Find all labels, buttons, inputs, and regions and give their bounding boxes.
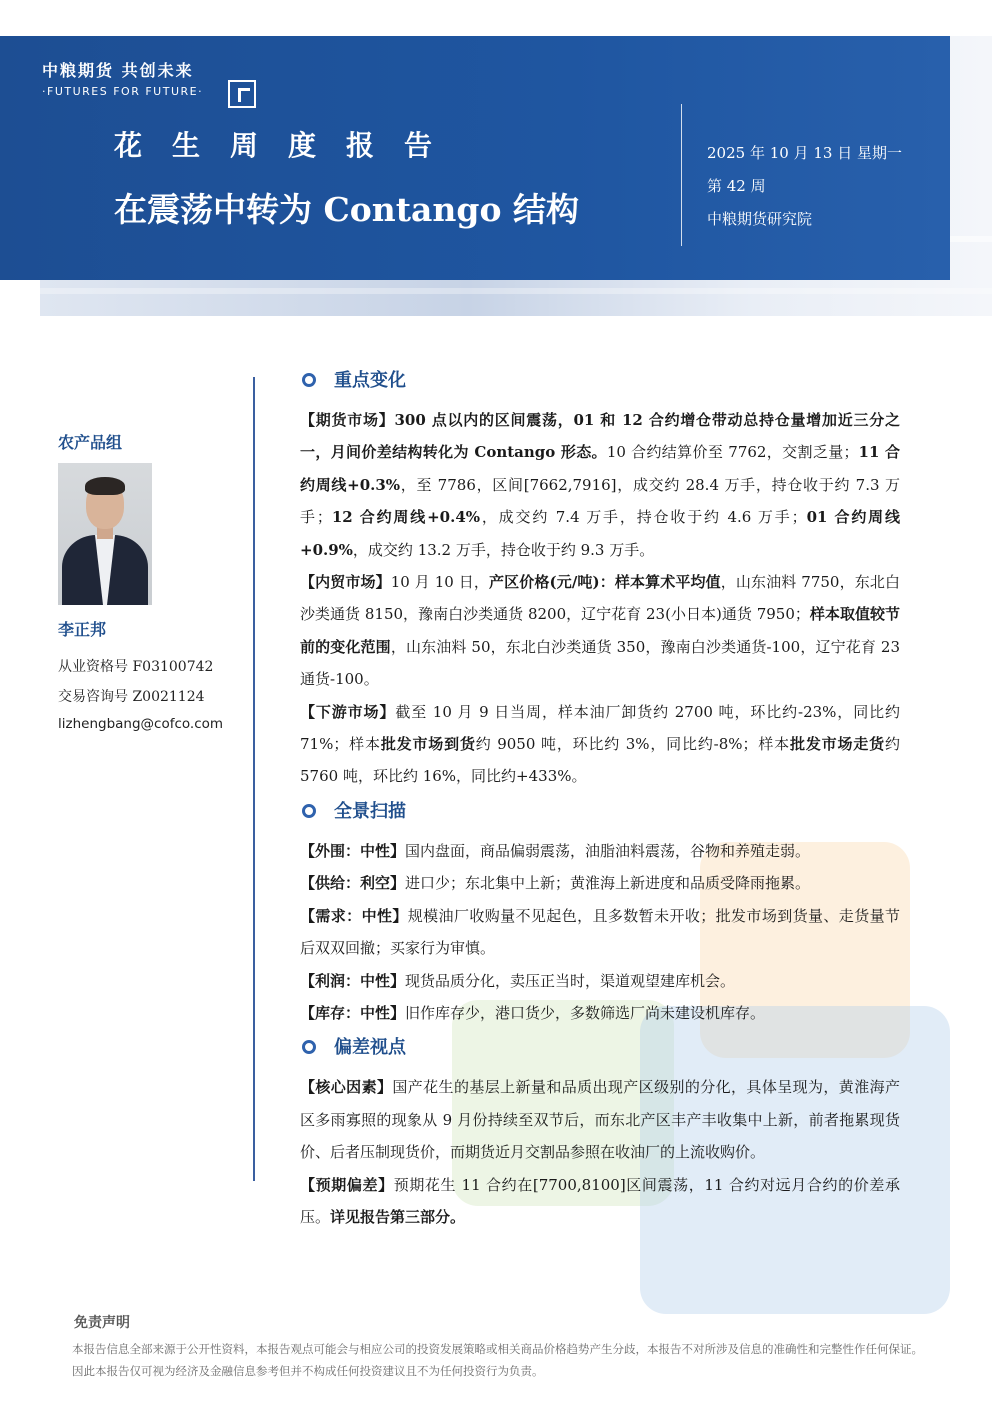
report-date: 2025 年 10 月 13 日 星期一 (707, 144, 902, 162)
futures-market-paragraph: 【期货市场】300 点以内的区间震荡，01 和 12 合约增仓带动总持仓量增加近三分之一，月间价差结构转化为 Contango 形态。10 合约结算价至 7762，交割乏量；11 合约周线+0.3%，至 7786，区间[7662,7916]，成交约 28.4 万手，持仓收于约 7.3 万手；12 合约周线+0.4%，成交约 7.4 万手，持仓收于约 4.6 万手；01 合约周线+0.9%，成交约 13.2 万手，持仓收于约 9.3 万手。 (300, 411, 900, 559)
analyst-email-link[interactable]: lizhengbang@cofco.com (58, 716, 224, 732)
disclaimer-text: 本报告信息全部来源于公开性资料，本报告观点可能会与相应公司的投资发展策略或相关商品价格趋势产生分歧，本报告不对所涉及信息的准确性和完整性作任何保证。因此本报告仅可视为经济及金融信息参考但并不构成任何投资建议且不为任何投资行为负责。 (72, 1342, 923, 1378)
company-logo-icon (228, 80, 256, 108)
logo-english-text: ·FUTURES FOR FUTURE· (42, 85, 204, 98)
analyst-group: 农产品组 (58, 433, 123, 452)
column-divider (253, 377, 255, 1181)
report-institute: 中粮期货研究院 (707, 210, 813, 228)
domestic-market-paragraph: 【内贸市场】10 月 10 日，产区价格(元/吨)：样本算术平均值，山东油料 7750，东北白沙类通货 8150，豫南白沙类通货 8200，辽宁花育 23(小日本)通货 7950；样本取值较节前的变化范围，山东油料 50，东北白沙类通货 350，豫南白沙类通货-100，辽宁花育 23 通货-100。 (300, 573, 900, 689)
core-factor-paragraph: 【核心因素】国产花生的基层上新量和品质出现产区级别的分化，具体呈现为，黄淮海产区多雨寡照的现象从 9 月份持续至双节后，而东北产区丰产丰收集中上新，前者拖累现货价、后者压制现货价，而期货近月交割品参照在收油厂的上流收购价。 (300, 1078, 900, 1162)
main-content (300, 366, 900, 1233)
downstream-market-paragraph: 【下游市场】截至 10 月 9 日当周，样本油厂卸货约 2700 吨，环比约-23%，同比约 71%；样本批发市场到货约 9050 吨，环比约 3%，同比约-8%；样本批发市场走货约 5760 吨，环比约 16%，同比约+433%。 (300, 702, 900, 786)
expected-deviation-paragraph: 【预期偏差】预期花生 11 合约在[7700,8100]区间震荡，11 合约对远月合约的价差承压。详见报告第三部分。 (300, 1175, 900, 1226)
analyst-license: 从业资格号 F03100742 (58, 659, 214, 675)
analyst-consult-number: 交易咨询号 Z0021124 (58, 689, 205, 705)
banner-light-streak (40, 288, 992, 294)
analyst-info (58, 656, 223, 746)
report-title: 在震荡中转为 Contango 结构 (114, 190, 579, 229)
analyst-photo (58, 463, 152, 605)
panorama-item: 【利润：中性】现货品质分化，卖压正当时，渠道观望建库机会。 (300, 971, 736, 990)
banner-divider (681, 104, 682, 246)
company-logo (42, 58, 203, 98)
logo-chinese-text: 中粮期货 共创未来 (42, 61, 194, 80)
bullet-circle-icon (302, 1040, 316, 1054)
analyst-name: 李正邦 (58, 620, 107, 639)
panorama-item: 【库存：中性】旧作库存少，港口货少，多数筛选厂尚未建设机库存。 (300, 1003, 766, 1022)
report-week: 第 42 周 (707, 177, 766, 195)
report-meta (707, 142, 902, 241)
section-heading-panorama: 全景扫描 (300, 797, 900, 827)
bullet-circle-icon (302, 804, 316, 818)
section-heading-deviation-view: 偏差视点 (300, 1033, 900, 1063)
panorama-item: 【需求：中性】规模油厂收购量不见起色，且多数暂未开收；批发市场到货量、走货量节后双双回撤；买家行为审慎。 (300, 906, 900, 958)
panorama-item: 【外围：中性】国内盘面，商品偏弱震荡，油脂油料震荡，谷物和养殖走弱。 (300, 841, 811, 860)
panorama-item: 【供给：利空】进口少；东北集中上新；黄淮海上新进度和品质受降雨拖累。 (300, 874, 811, 893)
bullet-circle-icon (302, 373, 316, 387)
disclaimer-title: 免责声明 (74, 1315, 130, 1331)
report-type: 花生周度报告 (114, 129, 463, 162)
section-heading-key-changes: 重点变化 (300, 366, 900, 396)
